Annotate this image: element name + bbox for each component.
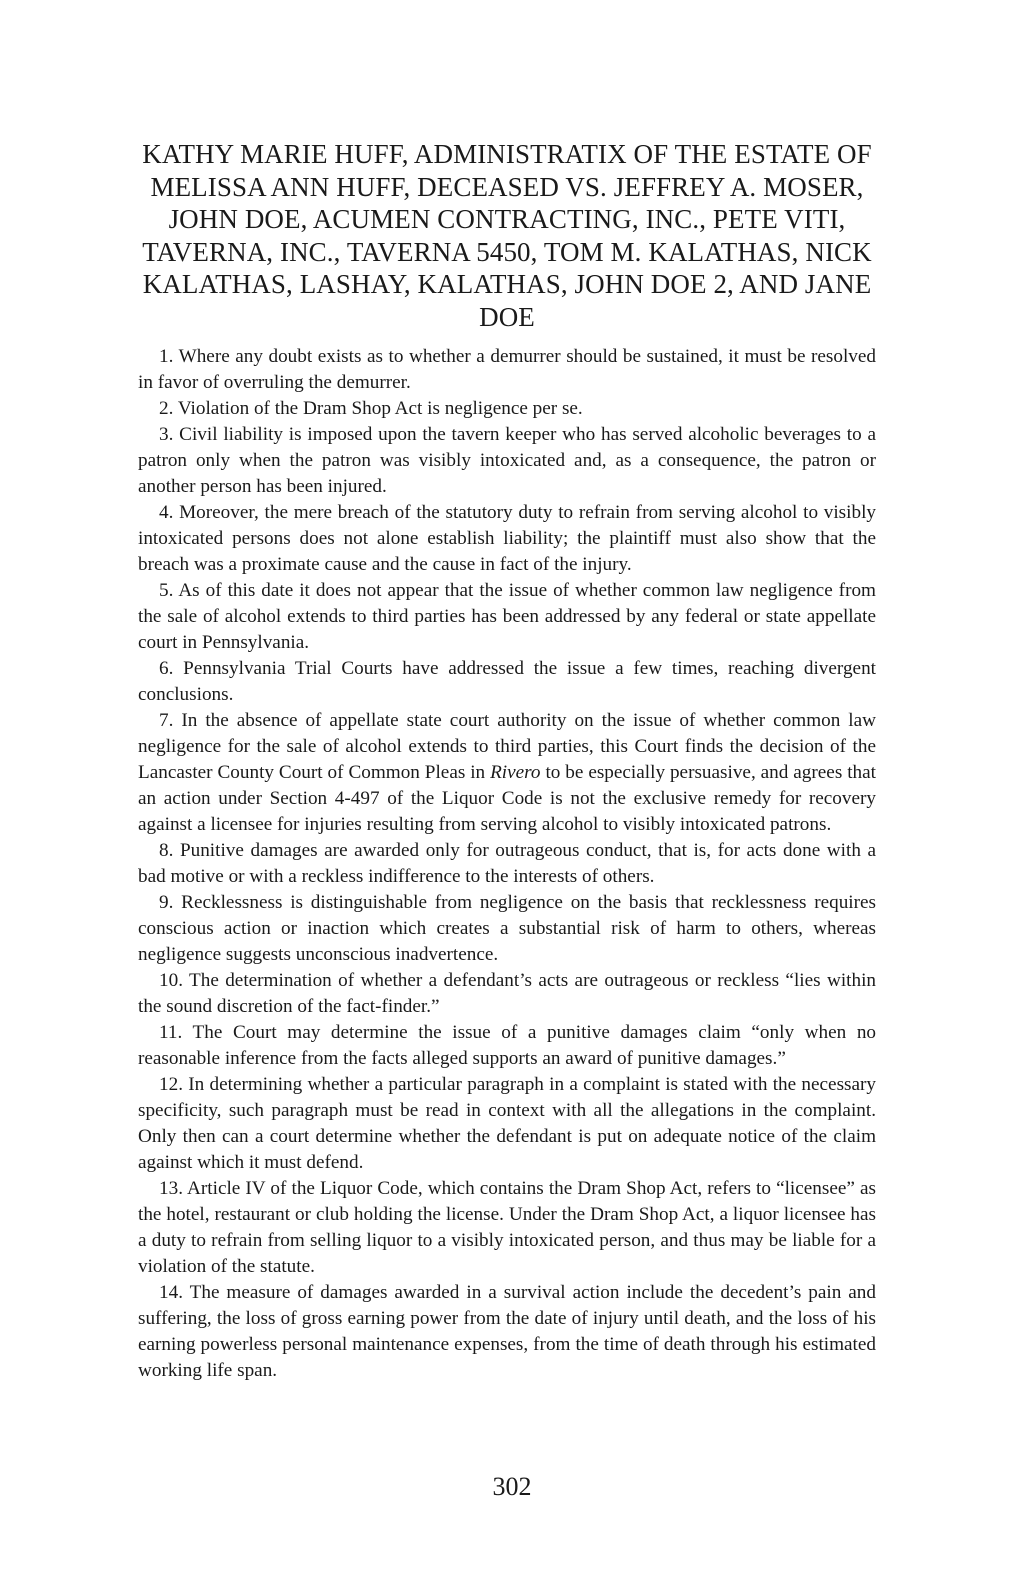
headnote-3 (138, 422, 876, 500)
headnote-13 (138, 1176, 876, 1280)
headnote-6 (138, 656, 876, 708)
headnote-7 (138, 708, 876, 838)
headnote-text: Article IV of the Liquor Code, which contains the Dram Shop Act, refers to “licensee” as the hotel, restaurant or club holding the license. Under the Dram Shop Act, a liquor licensee has a duty to refrain from selling liquor to a visibly intoxicated person, and thus may be liable for a violation of the statute. (138, 1178, 876, 1277)
headnote-number: 6. (159, 658, 174, 679)
headnote-1 (138, 344, 876, 396)
headnote-text-after: to be especially persuasive, and agrees that an action under Section 4-497 of the Liquor Code is not the exclusive remedy for recovery against a licensee for injuries resulting from serving alcohol to visibly intoxicated patrons. (138, 762, 876, 835)
headnote-number: 13. (159, 1178, 183, 1199)
page-number: 302 (492, 1472, 532, 1501)
headnote-number: 5. (159, 580, 174, 601)
headnote-number: 8. (159, 840, 174, 861)
case-citation-italic: Rivero (490, 762, 541, 783)
headnote-text: The Court may determine the issue of a punitive damages claim “only when no reasonable inference from the facts alleged supports an award of punitive damages.” (138, 1022, 877, 1069)
headnote-text: The determination of whether a defendant’s acts are outrageous or reckless “lies within the sound discretion of the fact-finder.” (138, 970, 876, 1017)
headnote-2 (138, 396, 876, 422)
headnote-number: 9. (159, 892, 174, 913)
headnote-5 (138, 578, 876, 656)
headnote-number: 14. (159, 1282, 183, 1303)
headnote-text: Moreover, the mere breach of the statutory duty to refrain from serving alcohol to visibly intoxicated persons does not alone establish liability; the plaintiff must also show that the breach was a proximate cause and the cause in fact of the injury. (138, 502, 876, 575)
headnote-10 (138, 968, 876, 1020)
headnote-text-before: In the absence of appellate state court authority on the issue of whether common law negligence for the sale of alcohol extends to third parties, this Court finds the decision of the Lancaster County Court of Common Pleas in (138, 710, 876, 783)
headnote-12 (138, 1072, 876, 1176)
headnote-text: Where any doubt exists as to whether a demurrer should be sustained, it must be resolved in favor of overruling the demurrer. (138, 346, 877, 393)
headnote-text: The measure of damages awarded in a survival action include the decedent’s pain and suffering, the loss of gross earning power from the date of injury until death, and the loss of his earning powerless personal maintenance expenses, from the time of death through his estimated working life span. (138, 1282, 876, 1381)
case-title: KATHY MARIE HUFF, ADMINISTRATIX OF THE ESTATE OF MELISSA ANN HUFF, DECEASED VS. JEFFREY A. MOSER, JOHN DOE, ACUMEN CONTRACTING, INC., PETE VITI, TAVERNA, INC., TAVERNA 5450, TOM M. KALATHAS, NICK KALATHAS, LASHAY, KALATHAS, JOHN DOE 2, AND JANE DOE (142, 139, 872, 332)
headnote-text: Civil liability is imposed upon the tavern keeper who has served alcoholic beverages to a patron only when the patron was visibly intoxicated and, as a consequence, the patron or another person has been injured. (138, 424, 876, 497)
headnote-4 (138, 500, 876, 578)
headnote-number: 7. (159, 710, 174, 731)
headnote-text: As of this date it does not appear that the issue of whether common law negligence from the sale of alcohol extends to third parties has been addressed by any federal or state appellate court in Pennsylvania. (138, 580, 876, 653)
headnote-11 (138, 1020, 876, 1072)
headnote-text: In determining whether a particular paragraph in a complaint is stated with the necessary specificity, such paragraph must be read in context with all the allegations in the complaint. Only then can a court determine whether the defendant is put on adequate notice of the claim against which it must defend. (138, 1074, 876, 1173)
headnote-text: Punitive damages are awarded only for outrageous conduct, that is, for acts done with a bad motive or with a reckless indifference to the interests of others. (138, 840, 876, 887)
headnote-number: 2. (159, 398, 174, 419)
headnote-text: Pennsylvania Trial Courts have addressed the issue a few times, reaching divergent conclusions. (138, 658, 876, 705)
headnote-14 (138, 1280, 876, 1384)
headnote-number: 4. (159, 502, 174, 523)
headnote-number: 11. (159, 1022, 183, 1043)
headnote-number: 10. (159, 970, 183, 991)
headnote-text: Violation of the Dram Shop Act is negligence per se. (177, 398, 583, 419)
headnote-number: 1. (159, 346, 174, 367)
document-page (138, 138, 876, 1384)
headnote-9 (138, 890, 876, 968)
headnote-number: 12. (159, 1074, 183, 1095)
headnote-text: Recklessness is distinguishable from negligence on the basis that recklessness requires conscious action or inaction which creates a substantial risk of harm to others, whereas negligence suggests unconscious inadvertence. (138, 892, 877, 965)
headnote-8 (138, 838, 876, 890)
headnote-number: 3. (159, 424, 174, 445)
headnotes-list (138, 344, 876, 1384)
